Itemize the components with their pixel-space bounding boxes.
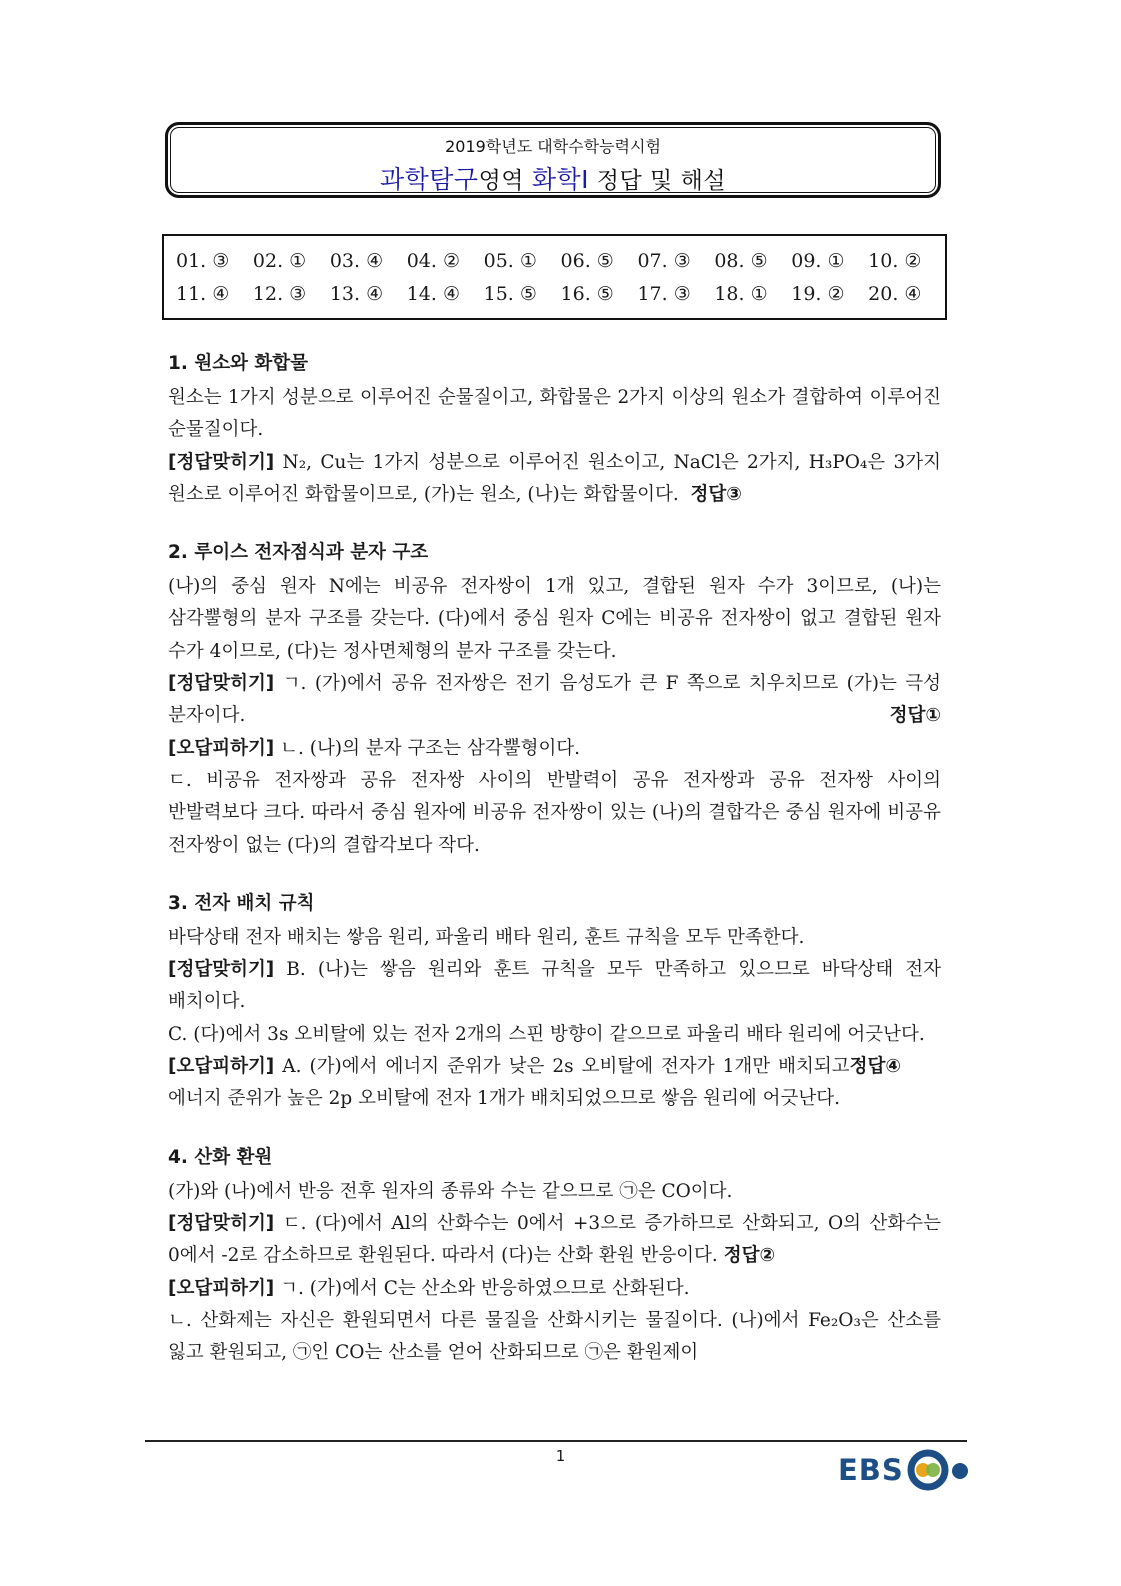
answer-cell: 20. ④ [868, 282, 922, 305]
answer-row-2 [164, 277, 945, 310]
title-subject-area: 과학탐구 [379, 165, 479, 194]
correct-tag: [정답맞히기] [168, 1212, 275, 1234]
section-4-correct [168, 1208, 941, 1273]
answer-cell: 01. ③ [176, 249, 230, 272]
answer-cell: 11. ④ [176, 282, 230, 305]
answer-cell: 02. ① [252, 249, 307, 272]
correct-tag: [정답맞히기] [168, 673, 275, 695]
ebs-logo-text: EBS [838, 1453, 904, 1487]
section-2-wrong-text-1: ㄴ. (나)의 분자 구조는 삼각뿔형이다. [274, 737, 581, 759]
answer-cell: 19. ② [791, 282, 845, 305]
title-box [165, 122, 941, 198]
section-2-wrong-2: ㄷ. 비공유 전자쌍과 공유 전자쌍 사이의 반발력이 공유 전자쌍과 공유 전자쌍 사이의 반발력보다 크다. 따라서 중심 원자에 비공유 전자쌍이 있는 (나)의 결합각은 중심 원자에 비공유 전자쌍이 없는 (다)의 결합각보다 작다. [168, 769, 941, 856]
answer-cell: 13. ④ [329, 282, 384, 305]
title-suffix: 정답 및 해설 [589, 168, 727, 194]
section-2-correct-text: ㄱ. (가)에서 공유 전자쌍은 전기 음성도가 큰 F 쪽으로 치우치므로 (가)는 극성 분자이다. [168, 673, 941, 727]
section-4-answer: 정답② [723, 1245, 776, 1267]
answer-cell: 16. ⑤ [560, 282, 614, 305]
section-1-correct [168, 447, 941, 512]
answer-key-table [162, 234, 947, 320]
answer-cell: 09. ① [791, 249, 845, 272]
section-3-wrong-text: A. (가)에서 에너지 준위가 낮은 2s 오비탈에 전자가 1개만 배치되고 에너지 준위가 높은 2p 오비탈에 전자 1개가 배치되었으므로 쌓음 원리에 어긋난다. [168, 1056, 850, 1110]
section-1-intro: 원소는 1가지 성분으로 이루어진 순물질이고, 화합물은 2가지 이상의 원소가 결합하여 이루어진 순물질이다. [168, 387, 941, 441]
section-1-title: 1. 원소와 화합물 [168, 353, 309, 374]
section-2-wrong-1 [168, 733, 941, 765]
ebs-logo [838, 1448, 986, 1492]
wrong-tag: [오답피하기] [168, 1056, 275, 1078]
section-4-wrong-1 [168, 1273, 941, 1305]
exam-year-line: 2019학년도 대학수학능력시험 [445, 137, 661, 156]
section-1-answer: 정답③ [690, 483, 742, 505]
answer-cell: 18. ① [714, 282, 768, 305]
section-2-correct [168, 668, 941, 733]
section-2-answer: 정답① [889, 705, 941, 727]
answer-cell: 03. ④ [329, 249, 384, 272]
section-2-intro: (나)의 중심 원자 N에는 비공유 전자쌍이 1개 있고, 결합된 원자 수가 3이므로, (나)는 삼각뿔형의 분자 구조를 갖는다. (다)에서 중심 원자 C에는 비공유 전자쌍이 없고 결합된 원자 수가 4이므로, (다)는 정사면체형의 분자 구조를 갖는다. [168, 576, 941, 662]
section-3-correct-text-2: C. (다)에서 3s 오비탈에 있는 전자 2개의 스핀 방향이 같으므로 파울리 배타 원리에 어긋난다. [168, 1023, 925, 1045]
answer-cell: 04. ② [406, 249, 461, 272]
section-4-wrong-2: ㄴ. 산화제는 자신은 환원되면서 다른 물질을 산화시키는 물질이다. (나)에서 Fe₂O₃은 산소를 잃고 환원되고, ㉠인 CO는 산소를 얻어 산화되므로 ㉠은 환원제이 [168, 1309, 941, 1364]
section-3-title: 3. 전자 배치 규칙 [168, 892, 315, 914]
title-area-suffix: 영역 [478, 168, 532, 194]
footer-divider [145, 1440, 967, 1442]
section-4-title: 4. 산화 환원 [168, 1146, 273, 1168]
wrong-tag: [오답피하기] [168, 1277, 275, 1299]
section-4-wrong-text-1: ㄱ. (가)에서 C는 산소와 반응하였으므로 산화된다. [274, 1277, 690, 1299]
section-4-correct-text: ㄷ. (다)에서 Al의 산화수는 0에서 +3으로 증가하므로 산화되고, O의 산화수는 0에서 -2로 감소하므로 환원된다. 따라서 (다)는 산화 환원 반응이다. [168, 1212, 941, 1267]
wrong-tag: [오답피하기] [168, 737, 275, 759]
section-3-intro: 바닥상태 전자 배치는 쌓음 원리, 파울리 배타 원리, 훈트 규칙을 모두 만족한다. [168, 926, 805, 948]
section-3-correct-1 [168, 954, 941, 1019]
answer-row-1 [164, 244, 945, 277]
answer-cell: 05. ① [483, 249, 537, 272]
answer-cell: 12. ③ [252, 282, 307, 305]
section-1-correct-text: N₂, Cu는 1가지 성분으로 이루어진 원소이고, NaCl은 2가지, H₃PO₄은 3가지 원소로 이루어진 화합물이므로, (가)는 원소, (나)는 화합물이다. [168, 451, 941, 505]
answer-cell: 14. ④ [406, 282, 461, 305]
correct-tag: [정답맞히기] [168, 451, 275, 473]
answer-cell: 15. ⑤ [483, 282, 537, 305]
section-3-correct-text-1: B. (나)는 쌓음 원리와 훈트 규칙을 모두 만족하고 있으므로 바닥상태 전자 배치이다. [168, 959, 941, 1013]
document-title [168, 160, 938, 196]
correct-tag: [정답맞히기] [168, 959, 275, 981]
answer-cell: 07. ③ [637, 249, 691, 272]
explanations [168, 350, 941, 1369]
answer-cell: 08. ⑤ [714, 249, 768, 272]
answer-cell: 17. ③ [637, 282, 691, 305]
ebs-circles-icon [904, 1448, 986, 1492]
section-4-intro: (가)와 (나)에서 반응 전후 원자의 종류와 수는 같으므로 ㉠은 CO이다. [168, 1180, 733, 1202]
answer-cell: 10. ② [868, 249, 922, 272]
title-subject: 화학Ⅰ [531, 165, 589, 194]
section-3-wrong [168, 1051, 941, 1116]
section-2-title: 2. 루이스 전자점식과 분자 구조 [168, 542, 429, 564]
page-number: 1 [555, 1447, 566, 1465]
answer-cell: 06. ⑤ [560, 249, 614, 272]
section-3-answer: 정답④ [849, 1056, 901, 1078]
